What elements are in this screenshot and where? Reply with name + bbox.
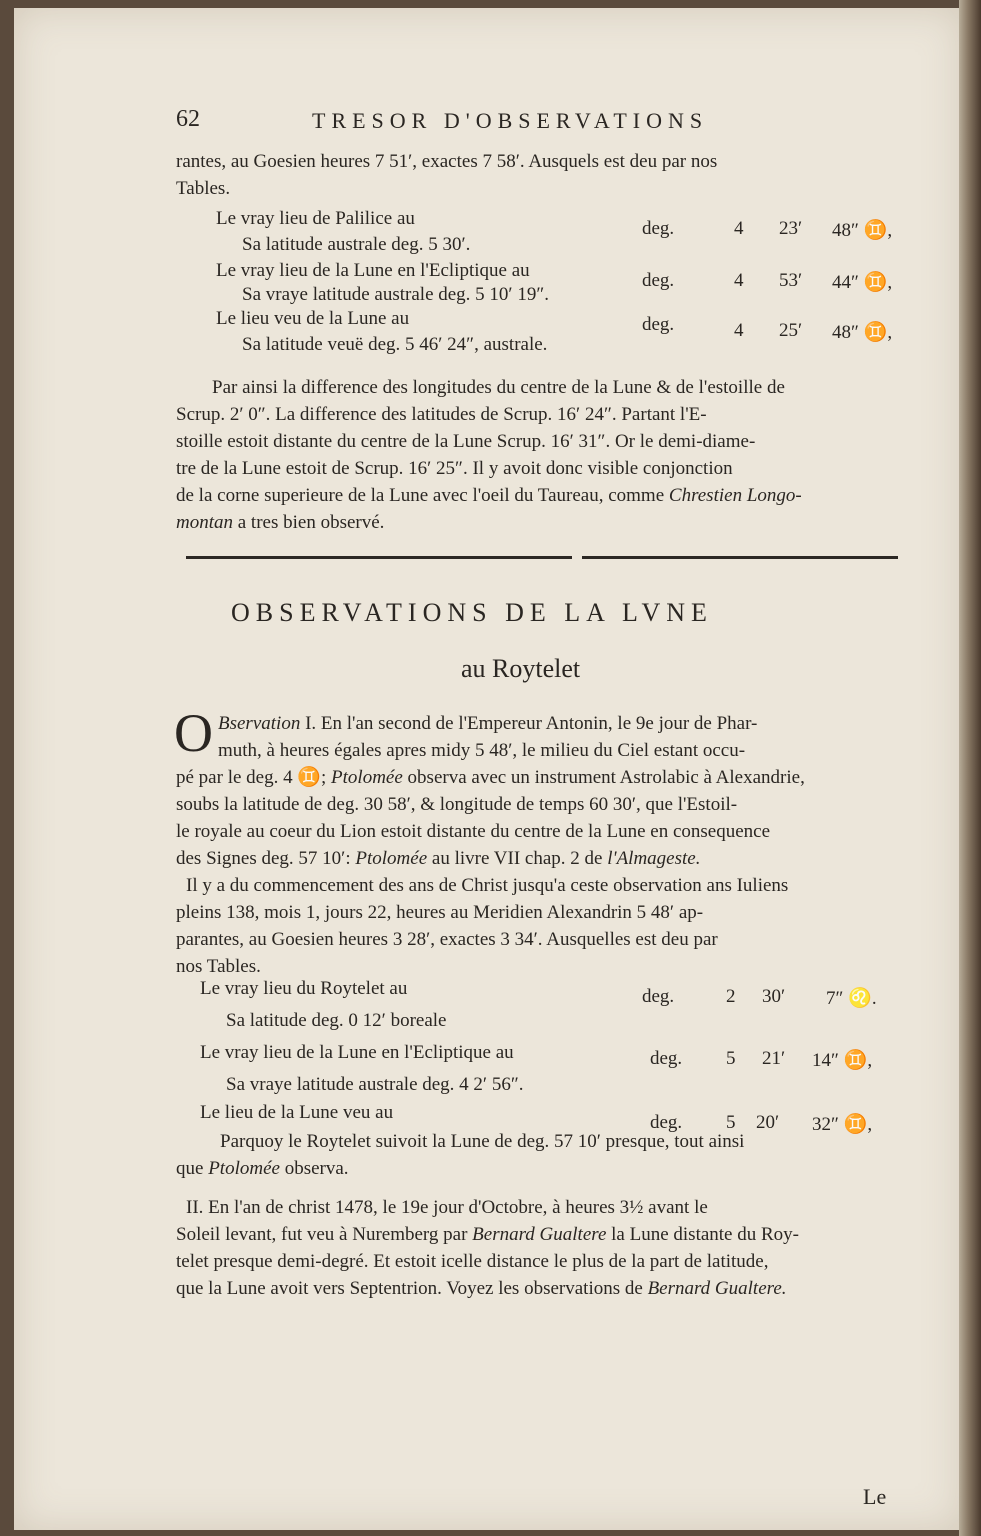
- table-row: Sa latitude australe deg. 5 30′.: [242, 234, 471, 255]
- text-span: I. En l'an second de l'Empereur Antonin, le 9e jour de Phar-: [300, 713, 758, 734]
- author-name: montan: [176, 512, 233, 533]
- text-line: muth, à heures égales apres midy 5 48′, le milieu du Ciel estant occu-: [218, 740, 746, 761]
- text-line: telet presque demi-degré. Et estoit icelle distance le plus de la part de latitude,: [176, 1251, 769, 1272]
- table-value: 48″ ♊,: [832, 220, 893, 241]
- table-row: Le vray lieu de Palilice au: [216, 208, 415, 229]
- observation-2-paragraph: [176, 1194, 900, 1302]
- table-row: Le vray lieu du Roytelet au: [200, 978, 408, 999]
- text-line: II. En l'an de christ 1478, le 19e jour d'Octobre, à heures 3½ avant le: [186, 1197, 708, 1218]
- table-value: 44″ ♊,: [832, 272, 893, 293]
- text-span: a tres bien observé.: [233, 512, 385, 533]
- text-line: Parquoy le Roytelet suivoit la Lune de deg. 57 10′ presque, tout ainsi: [220, 1131, 745, 1152]
- text-line: [176, 710, 900, 737]
- table-value: 5: [726, 1112, 736, 1133]
- book-spine-edge: [959, 0, 981, 1536]
- table-deg: deg.: [642, 218, 675, 239]
- table-deg: deg.: [650, 1112, 683, 1133]
- table-row: Le lieu de la Lune veu au: [200, 1102, 394, 1123]
- section-subtitle: au Roytelet: [461, 654, 581, 683]
- table-row: Le lieu veu de la Lune au: [216, 308, 410, 329]
- text-span: observa.: [279, 1158, 349, 1179]
- table-row: Sa latitude deg. 0 12′ boreale: [226, 1010, 447, 1031]
- intro-paragraph: [176, 148, 900, 202]
- table-value: 23′: [779, 218, 803, 239]
- table-value: 30′: [762, 986, 786, 1007]
- text-span: observa avec un instrument Astrolabic à Alexandrie,: [402, 767, 805, 788]
- text-line: le royale au coeur du Lion estoit distante du centre de la Lune en consequence: [176, 821, 771, 842]
- table-deg: deg.: [650, 1048, 683, 1069]
- julian-years-paragraph: [176, 872, 900, 980]
- divider-rule: [186, 556, 572, 559]
- text-line: stoille estoit distante du centre de la Lune Scrup. 16′ 31″. Or le demi-diame-: [176, 431, 756, 452]
- text-span: pé par le deg. 4 ♊;: [176, 767, 332, 788]
- text-line: [176, 845, 900, 872]
- table-row: Le vray lieu de la Lune en l'Ecliptique au: [200, 1042, 514, 1063]
- table-value: 2: [726, 986, 736, 1007]
- text-span: de la corne superieure de la Lune avec l'oeil du Taureau, comme: [176, 485, 669, 506]
- text-span: au livre VII chap. 2 de: [427, 848, 608, 869]
- table-value: 48″ ♊,: [832, 322, 893, 343]
- text-line: [176, 1155, 900, 1182]
- text-span: que la Lune avoit vers Septentrion. Voyez les observations de: [176, 1278, 648, 1299]
- text-span: Soleil levant, fut veu à Nuremberg par: [176, 1224, 473, 1245]
- table-row: Sa latitude veuë deg. 5 46′ 24″, australe.: [242, 334, 548, 355]
- difference-paragraph: [176, 374, 900, 536]
- text-line: parantes, au Goesien heures 3 28′, exactes 3 34′. Ausquelles est deu par: [176, 929, 718, 950]
- observation-label: Bservation: [218, 713, 301, 734]
- text-span: des Signes deg. 57 10′:: [176, 848, 356, 869]
- text-line: Par ainsi la difference des longitudes du centre de la Lune & de l'estoille de: [212, 377, 785, 398]
- text-line: [176, 1275, 900, 1302]
- table-value: 4: [734, 320, 744, 341]
- author-name: Bernard Gualtere: [472, 1224, 607, 1245]
- table-value: 5: [726, 1048, 736, 1069]
- author-name: Bernard Gualtere.: [647, 1278, 787, 1299]
- conclusion-paragraph: [176, 1128, 900, 1182]
- text-line: rantes, au Goesien heures 7 51′, exactes 7 58′. Ausquels est deu par nos: [176, 151, 718, 172]
- catchword: Le: [863, 1484, 887, 1509]
- table-value: 53′: [779, 270, 803, 291]
- table-row: Le vray lieu de la Lune en l'Ecliptique au: [216, 260, 530, 281]
- text-span: que: [176, 1158, 209, 1179]
- observation-1-paragraph: [176, 710, 900, 872]
- running-head: TRESOR D'OBSERVATIONS: [312, 108, 709, 133]
- table-value: 25′: [779, 320, 803, 341]
- text-line: tre de la Lune estoit de Scrup. 16′ 25″. Il y avoit donc visible conjonction: [176, 458, 733, 479]
- table-value: 21′: [762, 1048, 786, 1069]
- text-line: soubs la latitude de deg. 30 58′, & longitude de temps 60 30′, que l'Estoil-: [176, 794, 738, 815]
- table-row: Sa vraye latitude australe deg. 5 10′ 19″.: [242, 284, 550, 305]
- table-deg: deg.: [642, 314, 675, 335]
- text-line: pleins 138, mois 1, jours 22, heures au Meridien Alexandrin 5 48′ ap-: [176, 902, 704, 923]
- table-row: Sa vraye latitude australe deg. 4 2′ 56″.: [226, 1074, 524, 1095]
- author-name: Ptolomée: [208, 1158, 280, 1179]
- text-line: [176, 1221, 900, 1248]
- text-line: Scrup. 2′ 0″. La difference des latitudes de Scrup. 16′ 24″. Partant l'E-: [176, 404, 707, 425]
- section-title: OBSERVATIONS DE LA LVNE: [231, 598, 713, 627]
- text-line: [176, 482, 900, 509]
- table-value: 20′: [756, 1112, 780, 1133]
- author-name: Ptolomée: [355, 848, 428, 869]
- book-page: [14, 8, 962, 1530]
- text-line: Tables.: [176, 178, 231, 199]
- table-value: 7″ ♌.: [826, 988, 877, 1009]
- author-name: Ptolomée: [331, 767, 403, 788]
- table-value: 4: [734, 218, 744, 239]
- table-deg: deg.: [642, 986, 675, 1007]
- drop-cap: O: [174, 703, 213, 763]
- text-line: nos Tables.: [176, 956, 261, 977]
- text-line: Il y a du commencement des ans de Christ jusqu'a ceste observation ans Iuliens: [186, 875, 789, 896]
- text-line: [176, 509, 900, 536]
- divider-rule: [582, 556, 898, 559]
- table-value: 32″ ♊,: [812, 1114, 873, 1135]
- book-title: l'Almageste.: [607, 848, 701, 869]
- page-number: 62: [176, 106, 200, 132]
- text-span: la Lune distante du Roy-: [606, 1224, 799, 1245]
- table-value: 4: [734, 270, 744, 291]
- table-deg: deg.: [642, 270, 675, 291]
- text-line: [176, 764, 900, 791]
- author-name: Chrestien Longo-: [668, 485, 802, 506]
- table-value: 14″ ♊,: [812, 1050, 873, 1071]
